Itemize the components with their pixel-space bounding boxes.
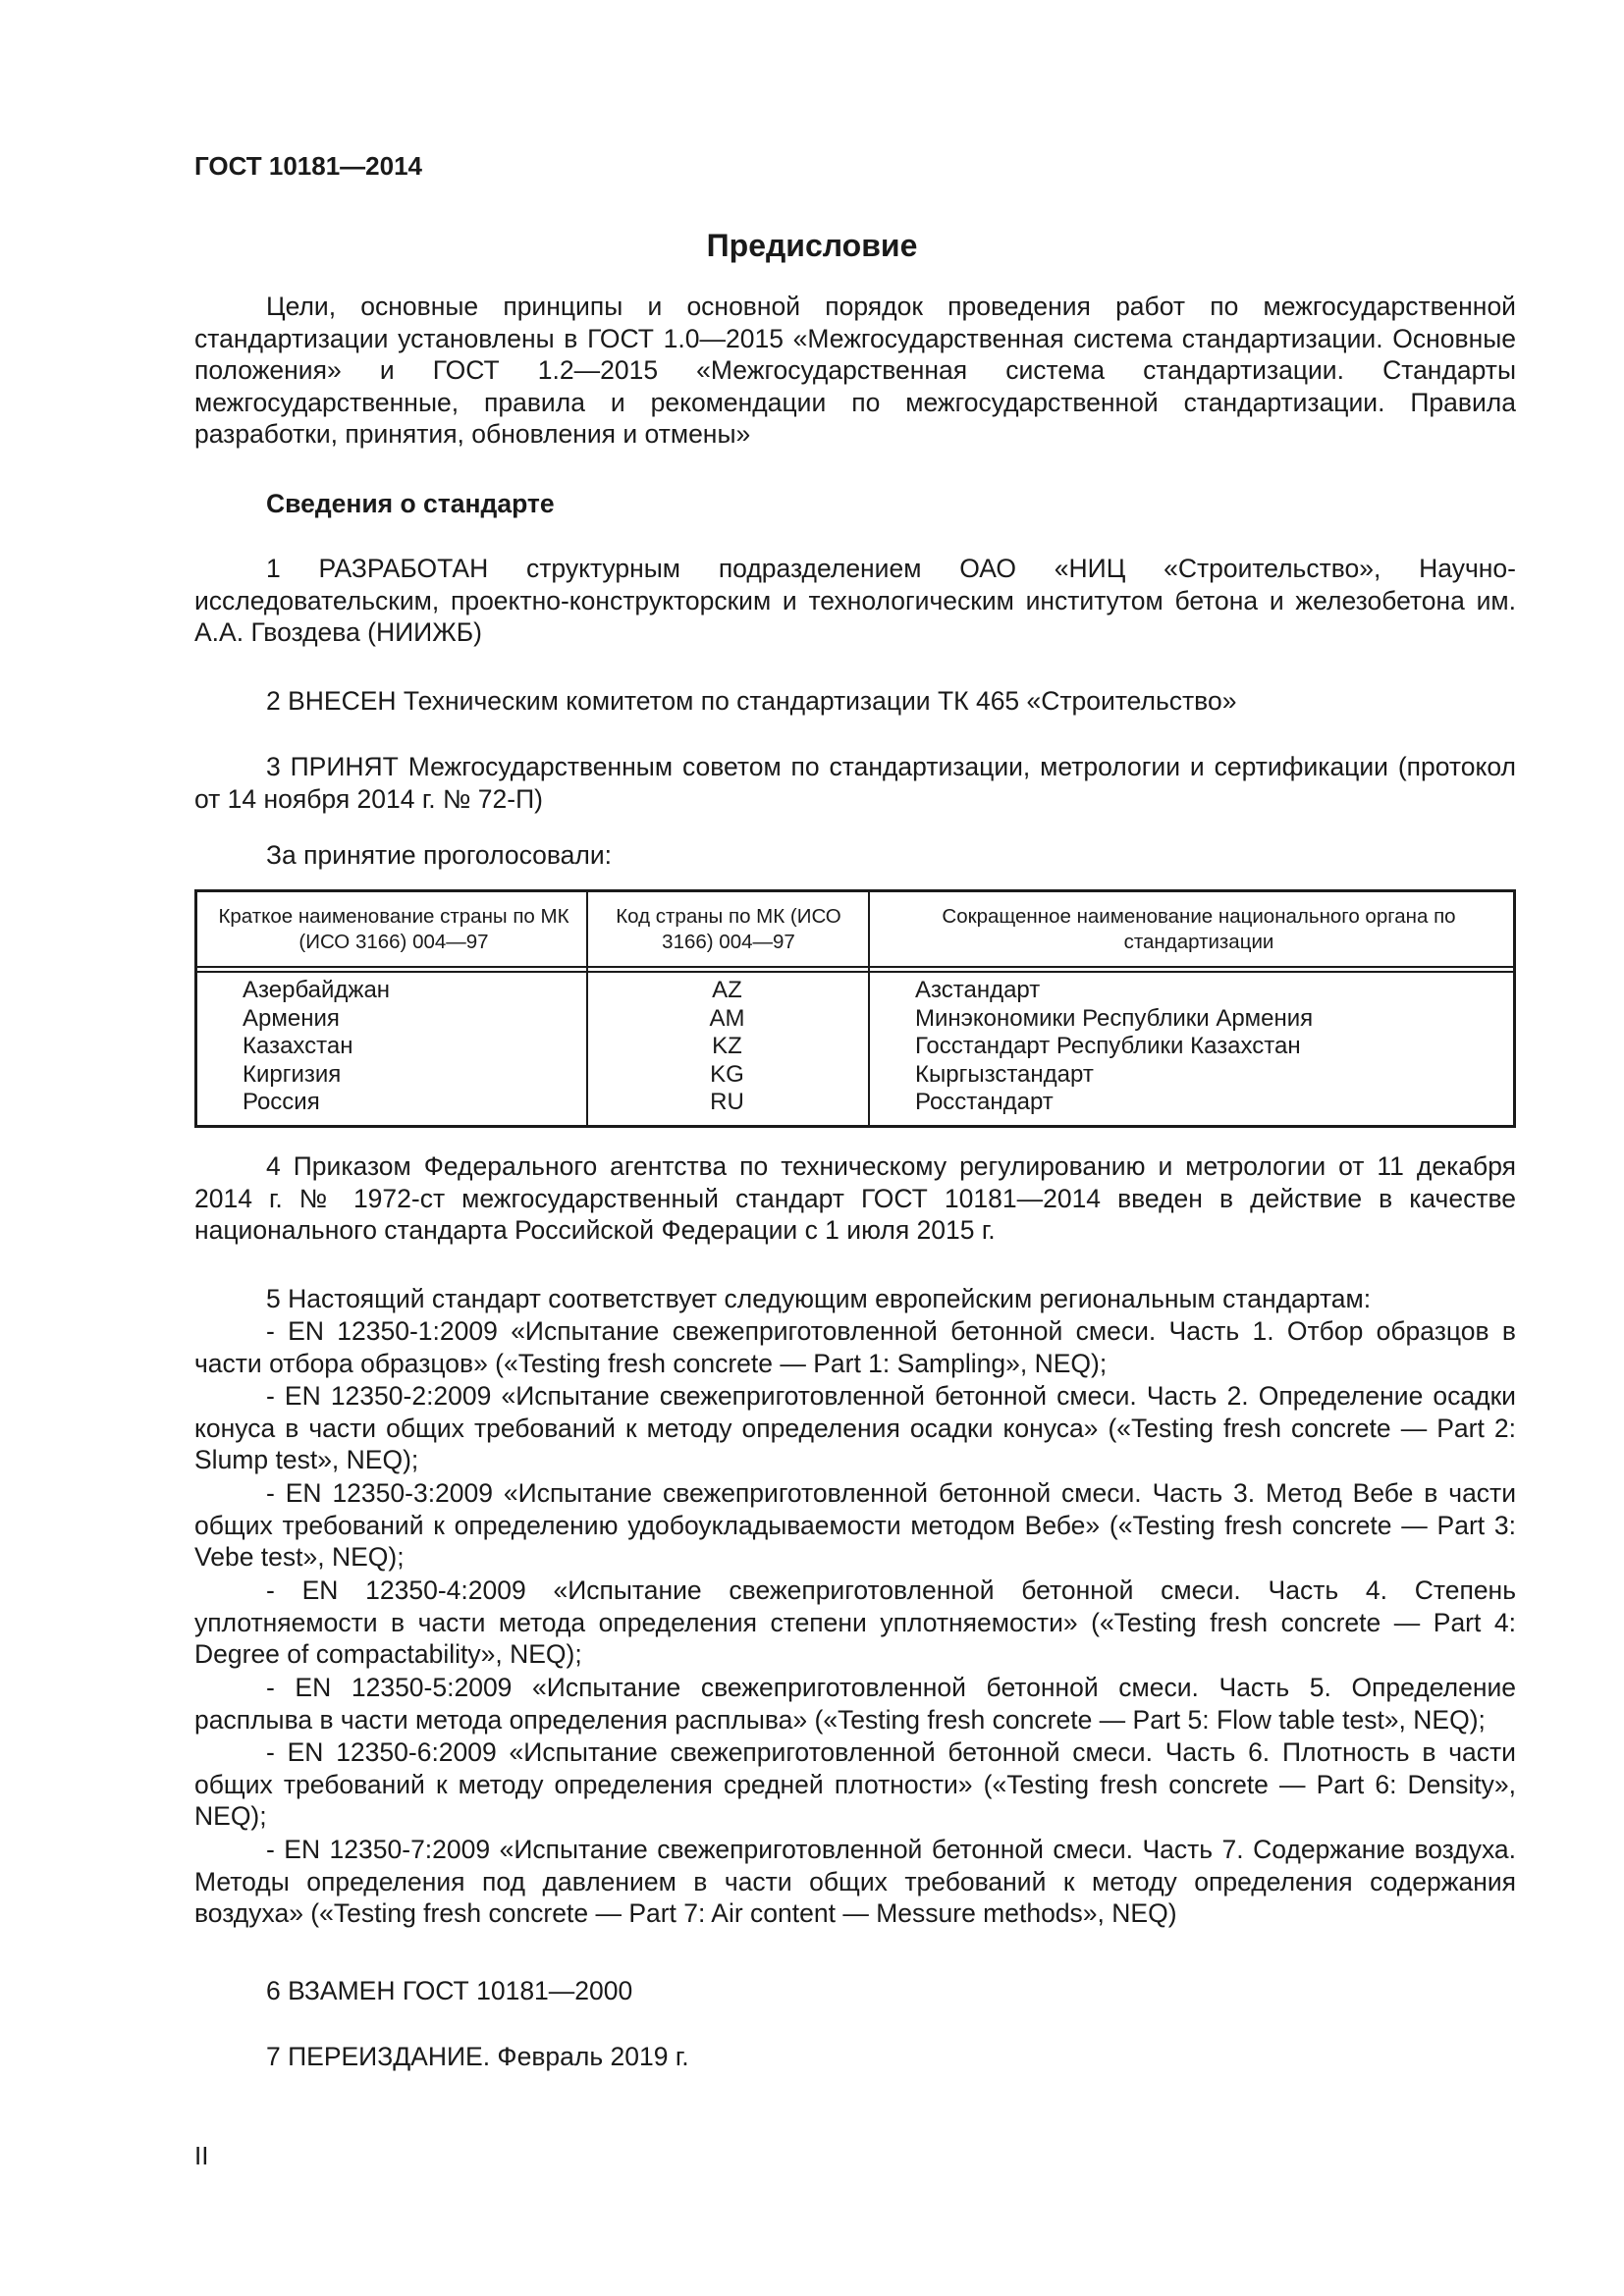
item-5-entry: - EN 12350-7:2009 «Испытание свежеприготовленной бетонной смеси. Часть 7. Содержание воздуха. Методы определения под давлением в части общих требований к методу определения содержания воздуха» («Testing fresh concrete — Part 7: Air content — Messure methods», NEQ) — [194, 1835, 1516, 1928]
table-header-divider — [197, 966, 1513, 968]
document-code: ГОСТ 10181—2014 — [194, 151, 422, 181]
page-number: II — [194, 2141, 209, 2170]
table-cell-code: RU — [710, 1089, 744, 1115]
table-header-body: Сокращенное наименование национального органа по стандартизации — [942, 905, 1456, 953]
item-4-paragraph: 4 Приказом Федерального агентства по техническому регулированию и метрологии от 11 декабря 2014 г. № 1972-ст межгосударственный стандарт ГОСТ 10181—2014 введен в действие в качестве национального стандарта Российской Федерации с 1 июля 2015 г. — [194, 1151, 1516, 1245]
table-cell-code: AM — [709, 1004, 745, 1032]
table-header-code: Код страны по МК (ИСО 3166) 004—97 — [616, 905, 841, 953]
table-cell-body: Азстандарт — [915, 977, 1041, 1003]
table-column-divider — [868, 892, 870, 1125]
table-header-country: Краткое наименование страны по МК (ИСО 3166) 004—97 — [218, 905, 569, 953]
intro-paragraph: Цели, основные принципы и основной порядок проведения работ по межгосударственной стандартизации установлены в ГОСТ 1.0—2015 «Межгосударственная система стандартизации. Основные положения» и ГОСТ 1.2—2015 «Межгосударственная система стандартизации. Стандарты межгосударственные, правила и рекомендации по межгосударственной стандартизации. Правила разработки, принятия, обновления и отмены» — [194, 292, 1516, 449]
item-5-entry: - EN 12350-3:2009 «Испытание свежеприготовленной бетонной смеси. Часть 3. Метод Вебе в части общих требований к определению удобоукладываемости методом Вебе» («Testing fresh concrete — Part 3: Vebe test», NEQ); — [194, 1478, 1516, 1572]
table-cell-code: KZ — [712, 1033, 742, 1059]
section-title: Сведения о стандарте — [266, 489, 555, 518]
table-cell-country: Киргизия — [243, 1060, 342, 1088]
item-1-paragraph: 1 РАЗРАБОТАН структурным подразделением ОАО «НИЦ «Строительство», Научно-исследовательским, проектно-конструкторским и технологическим институтом бетона и железобетона им. А.А. Гвоздева (НИИЖБ) — [194, 554, 1516, 647]
item-5-lead: 5 Настоящий стандарт соответствует следующим европейским региональным стандартам: — [266, 1284, 1372, 1313]
table-cell-country: Россия — [243, 1089, 320, 1115]
table-cell-country: Казахстан — [243, 1033, 353, 1059]
item-6-paragraph: 6 ВЗАМЕН ГОСТ 10181—2000 — [266, 1976, 633, 2005]
item-7-paragraph: 7 ПЕРЕИЗДАНИЕ. Февраль 2019 г. — [266, 2042, 689, 2071]
table-header-divider — [197, 971, 1513, 973]
table-cell-country: Азербайджан — [243, 977, 391, 1003]
table-cell-code: KG — [710, 1060, 744, 1088]
voted-label: За принятие проголосовали: — [266, 840, 613, 870]
item-5-entry: - EN 12350-6:2009 «Испытание свежеприготовленной бетонной смеси. Часть 6. Плотность в части общих требований к методу определения средней плотности» («Testing fresh concrete — Part 6: Density», NEQ); — [194, 1737, 1516, 1831]
table-cell-body: Кыргызстандарт — [915, 1060, 1094, 1088]
item-5-entry: - EN 12350-1:2009 «Испытание свежеприготовленной бетонной смеси. Часть 1. Отбор образцов в части отбора образцов» («Testing fresh concrete — Part 1: Sampling», NEQ); — [194, 1316, 1516, 1378]
item-5-entry: - EN 12350-4:2009 «Испытание свежеприготовленной бетонной смеси. Часть 4. Степень уплотняемости в части метода определения степени уплотняемости» («Testing fresh concrete — Part 4: Degree of compactability», NEQ); — [194, 1575, 1516, 1669]
item-5-entry: - EN 12350-5:2009 «Испытание свежеприготовленной бетонной смеси. Часть 5. Определение расплыва в части метода определения расплыва» («Testing fresh concrete — Part 5: Flow table test», NEQ); — [194, 1673, 1516, 1735]
item-3-paragraph: 3 ПРИНЯТ Межгосударственным советом по стандартизации, метрологии и сертификации (протокол от 14 ноября 2014 г. № 72-П) — [194, 752, 1516, 814]
voting-table — [194, 889, 1516, 1128]
table-cell-body: Госстандарт Республики Казахстан — [915, 1033, 1301, 1059]
table-cell-country: Армения — [243, 1004, 340, 1032]
item-2-paragraph: 2 ВНЕСЕН Техническим комитетом по стандартизации ТК 465 «Строительство» — [266, 686, 1237, 716]
table-cell-body: Минэкономики Республики Армения — [915, 1004, 1314, 1032]
table-cell-code: AZ — [712, 977, 742, 1003]
table-cell-body: Росстандарт — [915, 1089, 1054, 1115]
page-title: Предисловие — [706, 228, 918, 263]
item-5-entry: - EN 12350-2:2009 «Испытание свежеприготовленной бетонной смеси. Часть 2. Определение осадки конуса в части общих требований к методу определения осадки конуса» («Testing fresh concrete — Part 2: Slump test», NEQ); — [194, 1381, 1516, 1474]
